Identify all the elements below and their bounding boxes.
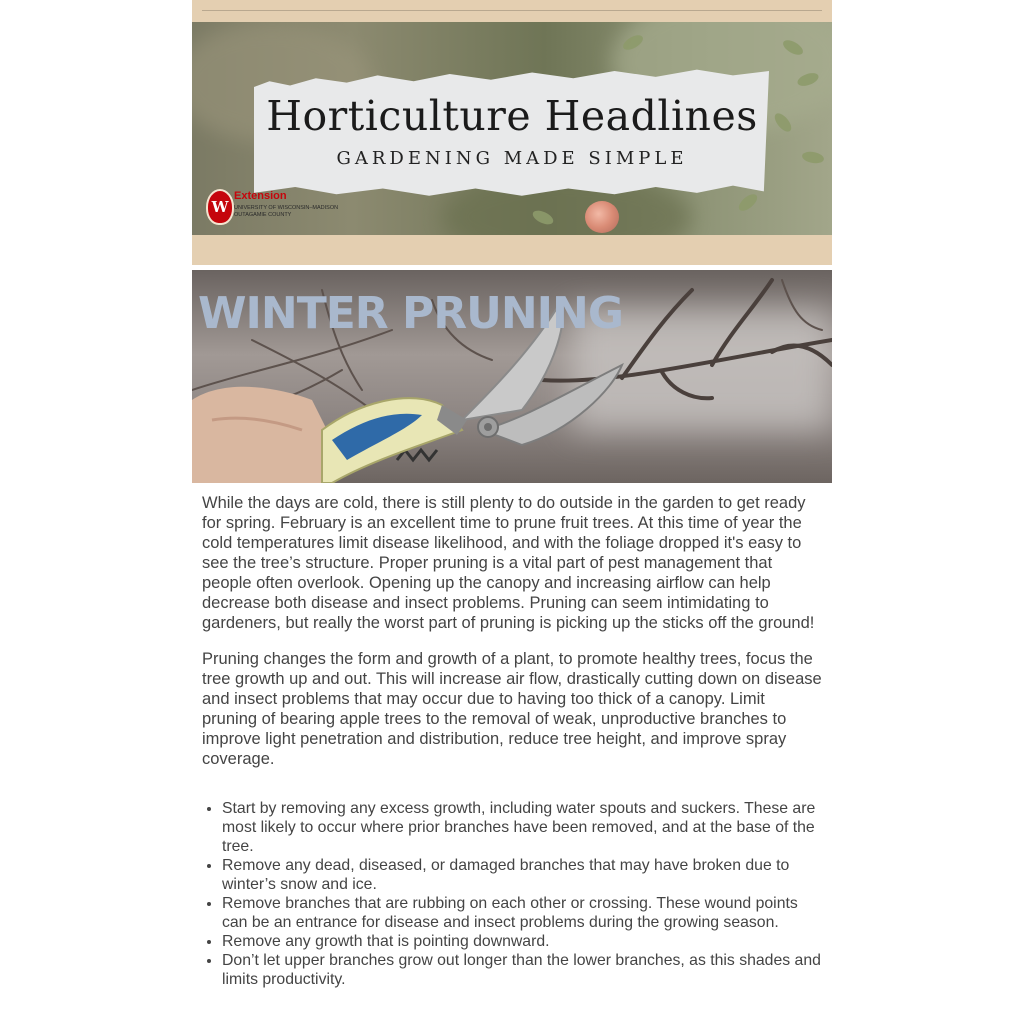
list-item: • Remove any growth that is pointing downward.	[222, 932, 822, 951]
logo-university: UNIVERSITY OF WISCONSIN–MADISON	[234, 205, 339, 211]
list-item: • Remove any dead, diseased, or damaged branches that may have broken due to winter’s snow and ice.	[222, 856, 822, 894]
article-paragraph: Pruning changes the form and growth of a plant, to promote healthy trees, focus the tree growth up and out. This will increase air flow, drastically cutting down on disease and insect problems that may occur due to having too thick of a canopy. Limit pruning of bearing apple trees to the removal of weak, unproductive branches to improve light penetration and distribution, reduce tree height, and improve spray coverage.	[202, 650, 822, 768]
uw-crest-icon: W	[206, 189, 234, 225]
extension-logo[interactable]	[206, 187, 356, 227]
article-body	[192, 483, 832, 989]
apple-icon	[585, 201, 619, 233]
pruning-tips-list	[202, 799, 822, 989]
banner-subtitle: GARDENING MADE SIMPLE	[336, 148, 688, 169]
top-strip	[192, 0, 832, 22]
logo-name: Extension	[234, 190, 287, 202]
newsletter-email	[192, 0, 832, 989]
divider	[202, 10, 822, 11]
banner-title: Horticulture Headlines	[266, 92, 758, 140]
header-banner	[192, 22, 832, 235]
list-item: • Don’t let upper branches grow out longer than the lower branches, as this shades and limits productivity.	[222, 951, 822, 989]
list-item: • Remove branches that are rubbing on each other or crossing. These wound points can be an entrance for disease and insect problems during the growing season.	[222, 894, 822, 932]
hero-image	[192, 270, 832, 483]
logo-county: OUTAGAMIE COUNTY	[234, 212, 292, 218]
banner-bottom-strip	[192, 235, 832, 265]
list-item: • Start by removing any excess growth, including water spouts and suckers. These are most likely to occur where prior branches have been removed, and at the base of the tree.	[222, 799, 822, 856]
hero-title: WINTER PRUNING	[198, 288, 623, 339]
article-paragraph: While the days are cold, there is still plenty to do outside in the garden to get ready for spring. February is an excellent time to prune fruit trees. At this time of year the cold temperatures limit disease likelihood, and with the foliage dropped it's easy to see the tree’s structure. Proper pruning is a vital part of pest management that people often overlook. Opening up the canopy and increasing airflow can help decrease both disease and insect problems. Pruning can seem intimidating to gardeners, but really the worst part of pruning is picking up the sticks off the ground!	[202, 494, 815, 632]
